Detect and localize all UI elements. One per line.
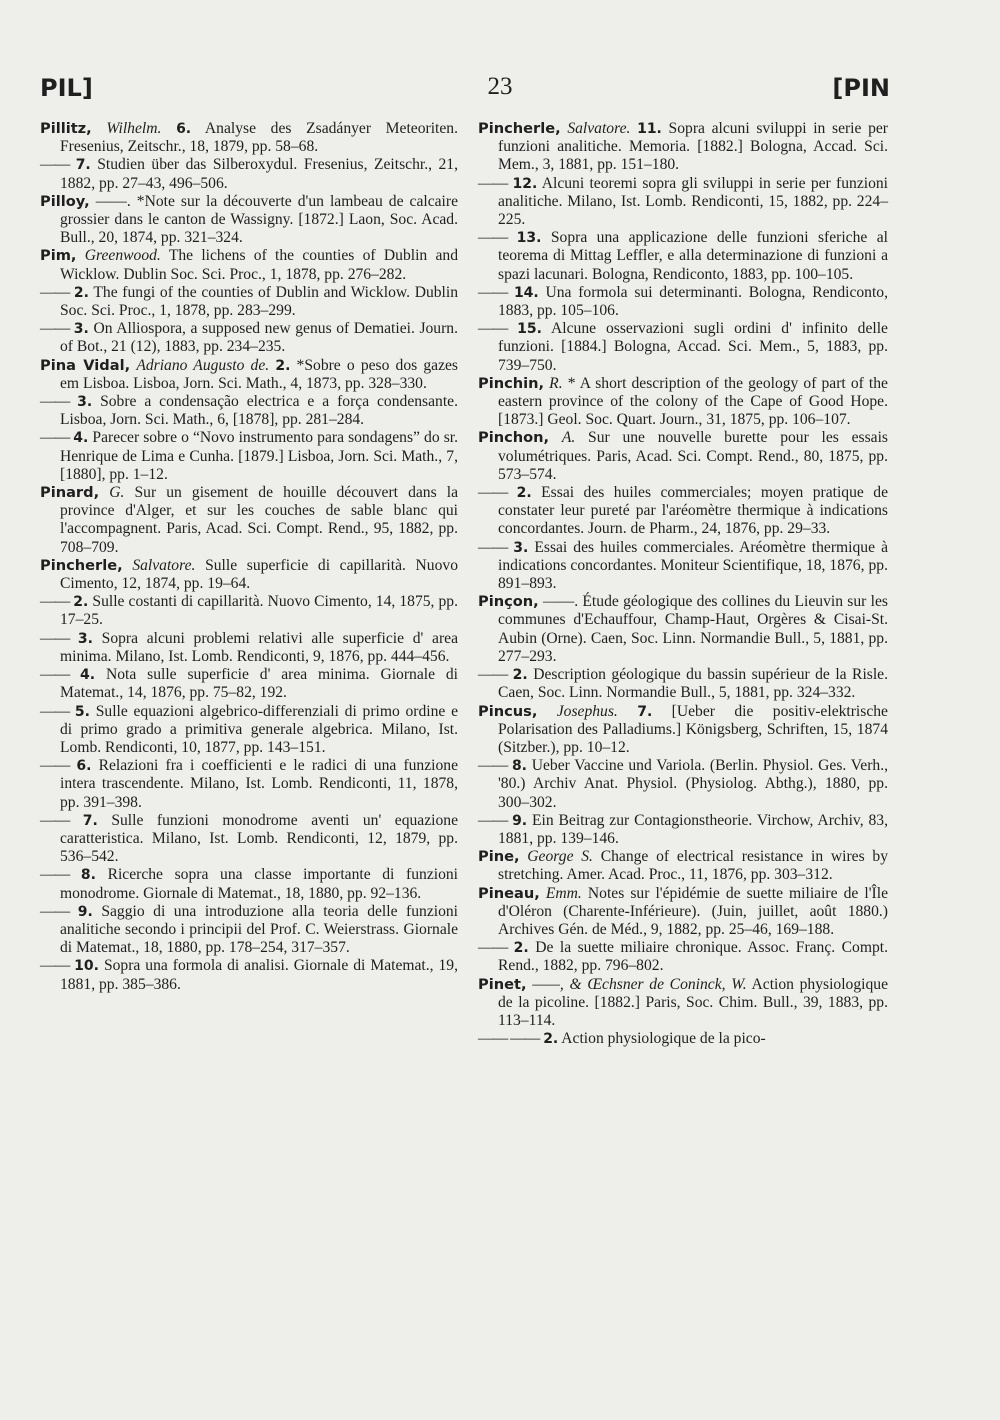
entry-number: 3. xyxy=(77,630,93,647)
entry-number: 2. xyxy=(512,667,528,684)
bibliography-entry xyxy=(40,703,458,758)
author-name: Pilloy, xyxy=(40,192,90,210)
author-name: Pincherle, xyxy=(40,556,123,574)
entry-number: 7. xyxy=(637,703,653,720)
author-forename: Salvatore. xyxy=(132,556,196,574)
entry-text: Essai des huiles commerciales. Aréomètre thermique à indications concordantes. Moniteur Scientifique, 18, 1876, pp. 891–893. xyxy=(498,538,888,593)
entry-text: The lichens of the counties of Dublin and Wicklow. Dublin Soc. Sci. Proc., 1, 1878, pp. 276–282. xyxy=(60,247,458,283)
entry-text: Sopra alcuni sviluppi in serie per funzioni analitiche. Memoria. [1882.] Bologna, Accad. Sci. Mem., 3, 1881, pp. 151–180. xyxy=(498,120,888,174)
entry-text: Description géologique du bassin supérieur de la Risle. Caen, Soc. Linn. Normandie Bull., 5, 1881, pp. 324–332. xyxy=(498,666,888,702)
entry-number: 11. xyxy=(637,121,662,137)
entry-text: ——. Étude géologique des collines du Lieuvin sur les communes d'Echauffour, Champ-Haut, Orgères & Cisai-St. Aubin (Orne). Caen, Soc. Linn. Normandie Bull., 5, 1881, pp. 277–293. xyxy=(498,593,888,665)
entry-text: Nota sulle superficie d' area minima. Giornale di Matemat., 14, 1876, pp. 75–82, 192. xyxy=(60,666,458,702)
author-forename: Josephus. xyxy=(556,702,618,720)
bibliography-entry xyxy=(478,939,888,975)
bibliography-entry xyxy=(478,666,888,702)
bibliography-entry xyxy=(40,593,458,629)
author-forename: Adriano Augusto de. xyxy=(136,356,270,374)
ditto-dash: —— xyxy=(478,484,508,502)
ditto-dash: —— xyxy=(40,629,70,647)
entry-text: Sopra una formola di analisi. Giornale di Matemat., 19, 1881, pp. 385–386. xyxy=(60,957,459,993)
author-forename: G. xyxy=(109,484,125,502)
entry-text: Saggio di una introduzione alla teoria delle funzioni analitiche secondo i principii del Prof. C. Weierstrass. Giornale di Matemat., 18, 1880, pp. 178–254, 317–357. xyxy=(60,902,459,957)
author-name: Pine, xyxy=(478,848,520,866)
entry-text: Sulle funzioni monodrome aventi un' equazione caratteristica. Milano, Ist. Lomb. Rendiconti, 12, 1879, pp. 536–542. xyxy=(60,811,458,866)
entry-number: 4. xyxy=(80,667,96,684)
bibliography-entry xyxy=(478,885,888,940)
ditto-dash: —— xyxy=(478,939,508,957)
right-column xyxy=(478,120,888,1048)
ditto-dash: —— xyxy=(40,156,70,174)
entry-text: [Ueber die positiv-elektrische Polarisation des Palladiums.] Königsberg, Schriften, 15, 1874 (Sitzber.), pp. 10–12. xyxy=(498,702,888,756)
running-head-right: [PIN xyxy=(832,74,890,102)
author-forename: George S. xyxy=(527,848,593,866)
entry-text: Studien über das Silberoxydul. Fresenius, Zeitschr., 21, 1882, pp. 27–43, 496–506. xyxy=(60,156,458,192)
ditto-dash: —— xyxy=(40,811,70,829)
ditto-dash: —— xyxy=(478,538,508,556)
author-name: Pincherle, xyxy=(478,120,561,137)
bibliography-entry xyxy=(40,866,458,902)
entry-text: De la suette miliaire chronique. Assoc. Franç. Compt. Rend., 1882, pp. 796–802. xyxy=(498,939,888,975)
ditto-dash: —— xyxy=(478,229,508,247)
entry-text: Action physiologique de la picoline. [1882.] Paris, Soc. Chim. Bull., 39, 1883, pp. 113–114. xyxy=(498,975,888,1029)
bibliography-entry xyxy=(478,703,888,758)
author-name: Pim, xyxy=(40,247,77,265)
author-name: Pina Vidal, xyxy=(40,356,131,374)
entry-text: Action physiologique de la pico- xyxy=(561,1030,766,1048)
entry-text: Sulle equazioni algebrico-differenziali di primo ordine e di primo grado a primitiva generale algebrica. Milano, Ist. Lomb. Rendiconti, 10, 1877, pp. 143–151. xyxy=(60,702,458,756)
entry-number: 9. xyxy=(512,812,528,829)
ditto-dash: —— xyxy=(40,902,70,920)
bibliography-entry xyxy=(40,666,458,702)
bibliography-entry xyxy=(478,812,888,848)
entry-text: Parecer sobre o “Novo instrumento para sondagens” do sr. Henrique de Lima e Cunha. [1879.] Lisboa, Jorn. Sci. Math., 7, [1880], pp. 1–12. xyxy=(60,429,458,483)
entry-number: 10. xyxy=(74,958,99,975)
entry-text: Ein Beitrag zur Contagionstheorie. Virchow, Archiv, 83, 1881, pp. 139–146. xyxy=(498,811,888,847)
bibliography-entry xyxy=(478,229,888,284)
bibliography-entry xyxy=(40,193,458,248)
entry-text: Sobre a condensação electrica e a força condensante. Lisboa, Jorn. Sci. Math., 6, [1878], pp. 281–284. xyxy=(60,393,458,429)
entry-text: Notes sur l'épidémie de suette miliaire de l'Île d'Oléron (Charente-Inférieure). (Juin, juillet, août 1880.) Archives Gén. de Méd., 9, 1882, pp. 25–46, 169–188. xyxy=(498,884,888,938)
ditto-dash: —— xyxy=(478,283,508,301)
author-forename: ——, & Œchsner de Coninck, W. xyxy=(532,975,747,993)
ditto-dash: —— xyxy=(40,593,70,611)
bibliography-entry xyxy=(40,484,458,557)
entry-number: 8. xyxy=(80,867,96,884)
bibliography-entry xyxy=(478,484,888,539)
ditto-dash: —— xyxy=(40,666,70,684)
bibliography-entry xyxy=(40,757,458,812)
author-forename: Salvatore. xyxy=(567,120,631,137)
author-name: Pinchin, xyxy=(478,374,545,392)
bibliography-entry xyxy=(478,976,888,1031)
entry-number: 13. xyxy=(516,230,542,247)
bibliography-entry xyxy=(478,175,888,230)
entry-text: Relazioni fra i coefficienti e le radici di una funzione intera trascendente. Milano, Ist. Lomb. Rendiconti, 11, 1878, pp. 391–398. xyxy=(60,757,458,811)
running-head-left: PIL] xyxy=(40,74,93,102)
ditto-dash: —— xyxy=(478,666,508,684)
bibliography-entry xyxy=(478,848,888,884)
bibliography-entry xyxy=(40,903,458,958)
entry-number: 9. xyxy=(77,903,93,920)
entry-text: Alcune osservazioni sugli ordini d' infinito delle funzioni. [1884.] Bologna, Accad. Sci. Mem., 5, 1883, pp. 739–750. xyxy=(498,320,888,374)
bibliography-entry xyxy=(478,429,888,484)
entry-text: * A short description of the geology of part of the eastern province of the colony of the Cape of Good Hope. [1873.] Geol. Soc. Quart. Journ., 31, 1875, pp. 106–107. xyxy=(498,374,888,429)
entry-text: Ueber Vaccine und Variola. (Berlin. Physiol. Ges. Verh., '80.) Archiv Anat. Physiol. (Physiolog. Abthg.), 1880, pp. 300–302. xyxy=(498,757,888,811)
author-forename: Greenwood. xyxy=(84,247,161,265)
bibliography-entry xyxy=(478,284,888,320)
entry-text: On Alliospora, a supposed new genus of Dematiei. Journ. of Bot., 21 (12), 1883, pp. 234–235. xyxy=(60,320,458,356)
ditto-dash: —— xyxy=(478,320,508,338)
entry-number: 2. xyxy=(73,284,89,301)
entry-number: 5. xyxy=(74,703,90,720)
entry-text: Essai des huiles commerciales; moyen pratique de constater leur pureté par l'aréomètre thermique à indications concordantes. Journ. de Pharm., 24, 1876, pp. 29–33. xyxy=(498,484,888,538)
author-name: Pinçon, xyxy=(478,593,539,611)
bibliography-entry xyxy=(40,630,458,666)
author-name: Pinchon, xyxy=(478,429,550,447)
ditto-dash: —— xyxy=(478,811,508,829)
entry-number: 3. xyxy=(77,394,93,411)
entry-number: 3. xyxy=(73,321,89,338)
entry-text: Sulle costanti di capillarità. Nuovo Cimento, 14, 1875, pp. 17–25. xyxy=(60,593,458,629)
ditto-dash: —— xyxy=(40,957,70,975)
entry-text: Sur un gisement de houille découvert dans la province d'Alger, et sur les couches de sable blanc qui l'accompagnent. Paris, Acad. Sci. Compt. Rend., 95, 1882, pp. 708–709. xyxy=(60,484,458,556)
author-name: Pineau, xyxy=(478,884,540,902)
ditto-dash: —— xyxy=(478,174,508,192)
author-forename: R. xyxy=(549,374,563,392)
entry-number: 7. xyxy=(82,812,98,829)
ditto-dash: —— —— xyxy=(478,1030,540,1048)
entry-number: 6. xyxy=(76,758,92,775)
entry-text: Sur une nouvelle burette pour les essais volumétriques. Paris, Acad. Sci. Compt. Rend., 80, 1875, pp. 573–574. xyxy=(498,429,888,483)
bibliography-entry xyxy=(478,120,888,175)
entry-number: 3. xyxy=(513,539,529,556)
author-name: Pinet, xyxy=(478,975,527,993)
entry-number: 15. xyxy=(517,321,542,338)
bibliography-entry xyxy=(478,539,888,594)
ditto-dash: —— xyxy=(40,757,70,775)
bibliography-entry xyxy=(40,120,458,156)
entry-text: Alcuni teoremi sopra gli sviluppi in serie per funzioni analitiche. Milano, Ist. Lomb. Rendiconti, 15, 1882, pp. 224–225. xyxy=(498,174,888,229)
bibliography-entry xyxy=(40,429,458,484)
entry-text: Sopra una applicazione delle funzioni sferiche al teorema di Mittag Leffler, e alla determinazione di funzioni a spazi lacunari. Bologna, Rendiconto, 1883, pp. 100–105. xyxy=(498,229,888,283)
entry-text: Change of electrical resistance in wires by stretching. Amer. Acad. Proc., 11, 1876, pp. 303–312. xyxy=(498,848,889,884)
entry-number: 4. xyxy=(73,430,89,447)
entry-text: Ricerche sopra una classe importante di funzioni monodrome. Giornale di Matemat., 18, 1880, pp. 92–136. xyxy=(60,866,458,902)
bibliography-entry xyxy=(478,757,888,812)
bibliography-entry xyxy=(40,557,458,593)
bibliography-entry xyxy=(40,357,458,393)
entry-number: 7. xyxy=(75,157,91,174)
bibliography-entry xyxy=(478,593,888,666)
entry-number: 12. xyxy=(512,175,538,192)
ditto-dash: —— xyxy=(40,429,70,447)
entry-number: 2. xyxy=(513,940,529,957)
author-name: Pincus, xyxy=(478,702,538,720)
entry-text: Sulle superficie di capillarità. Nuovo Cimento, 12, 1874, pp. 19–64. xyxy=(60,556,458,593)
entry-text: Analyse des Zsadányer Meteoriten. Fresenius, Zeitschr., 18, 1879, pp. 58–68. xyxy=(60,120,458,156)
left-column xyxy=(40,120,458,994)
entry-number: 8. xyxy=(511,758,527,775)
entry-number: 6. xyxy=(176,121,192,137)
bibliography-entry xyxy=(40,247,458,283)
bibliography-entry xyxy=(40,320,458,356)
entry-number: 2. xyxy=(543,1031,559,1048)
entry-number: 2. xyxy=(73,594,89,611)
bibliography-entry xyxy=(478,320,888,375)
ditto-dash: —— xyxy=(478,757,508,775)
author-forename: Wilhelm. xyxy=(106,120,162,137)
entry-text: The fungi of the counties of Dublin and Wicklow. Dublin Soc. Sci. Proc., 1, 1878, pp. 283–299. xyxy=(60,283,459,320)
entry-number: 2. xyxy=(275,357,291,374)
entry-text: ——. *Note sur la découverte d'un lambeau de calcaire grossier dans le canton de Wassigny. [1872.] Laon, Soc. Acad. Bull., 20, 1874, pp. 321–324. xyxy=(60,192,458,247)
ditto-dash: —— xyxy=(40,866,70,884)
bibliography-entry xyxy=(40,156,458,192)
author-forename: A. xyxy=(561,429,576,447)
author-name: Pillitz, xyxy=(40,120,92,137)
ditto-dash: —— xyxy=(40,702,70,720)
bibliography-entry xyxy=(478,1030,888,1048)
bibliography-entry xyxy=(40,812,458,867)
ditto-dash: —— xyxy=(40,393,70,411)
bibliography-entry xyxy=(40,284,458,320)
author-forename: Emm. xyxy=(545,884,582,902)
page-number: 23 xyxy=(487,73,513,100)
entry-text: Sopra alcuni problemi relativi alle superficie d' area minima. Milano, Ist. Lomb. Rendiconti, 9, 1876, pp. 444–456. xyxy=(60,629,459,665)
bibliography-entry xyxy=(40,957,458,993)
entry-text: *Sobre o peso dos gazes em Lisboa. Lisboa, Jorn. Sci. Math., 4, 1873, pp. 328–330. xyxy=(60,356,458,392)
entry-text: Una formola sui determinanti. Bologna, Rendiconto, 1883, pp. 105–106. xyxy=(498,283,888,320)
author-name: Pinard, xyxy=(40,484,100,502)
ditto-dash: —— xyxy=(40,283,70,301)
ditto-dash: —— xyxy=(40,320,70,338)
entry-number: 2. xyxy=(516,485,532,502)
bibliography-entry xyxy=(40,393,458,429)
entry-number: 14. xyxy=(513,284,539,301)
bibliography-entry xyxy=(478,375,888,430)
